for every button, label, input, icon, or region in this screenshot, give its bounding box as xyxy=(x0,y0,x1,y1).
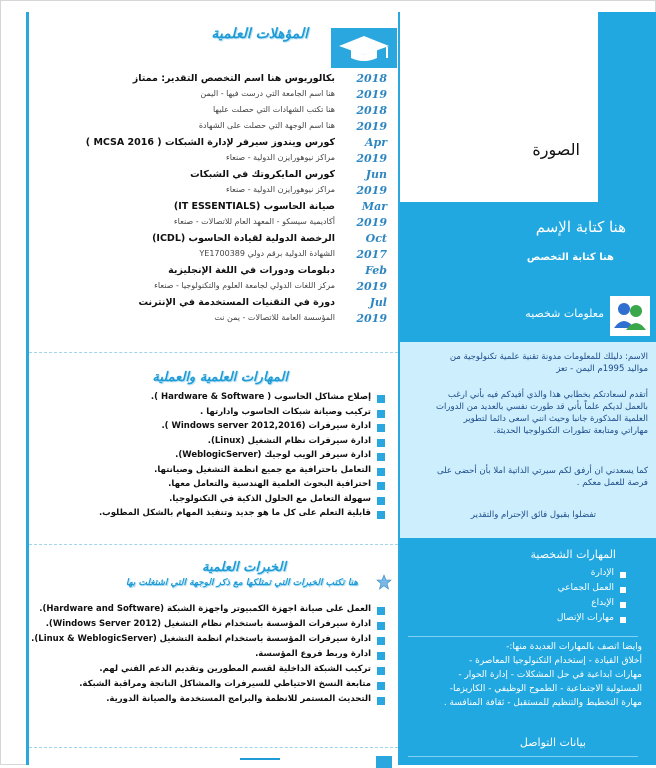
skill-item-text: قابلية التعلم على كل ما هو جديد وتنفيذ المهام بالشكل المطلوب. xyxy=(98,508,371,518)
closing-line: تفضلوا بقبول فائق الإحترام والتقدير xyxy=(470,510,596,520)
qualification-text: هنا تكتب الشهادات التي حصلت عليها xyxy=(212,105,335,114)
qualification-year: 2019 xyxy=(356,120,387,133)
qualification-text: هنا اسم الجامعة التي درست فيها - اليمن xyxy=(200,89,335,98)
experience-item xyxy=(29,679,393,693)
skill-item xyxy=(29,479,393,493)
bio-line: العلمية المذكورة جانبا وحيث انني اسعى دائما لتطوير xyxy=(463,414,648,424)
qualification-year: Mar xyxy=(361,200,387,213)
experience-item xyxy=(29,604,393,618)
qualification-row xyxy=(29,312,393,328)
qualification-year: 2017 xyxy=(356,248,387,261)
extra-skills-line: أخلاق القيادة - إستخدام التكنولوجيا المعاصرة - xyxy=(469,656,642,666)
skill-item xyxy=(29,450,393,464)
bullet-square-icon xyxy=(377,468,385,476)
skill-item xyxy=(29,392,393,406)
qualification-row xyxy=(29,296,393,312)
divider xyxy=(408,756,638,758)
experience-item xyxy=(29,634,393,648)
qualification-year: Oct xyxy=(365,232,387,245)
qualification-row xyxy=(29,168,393,184)
personal-skill-text: مهارات الإتصال xyxy=(556,613,614,623)
qualification-text: دبلومات ودورات في اللغة الإنجليزية xyxy=(168,265,335,276)
qualification-row xyxy=(29,184,393,200)
bullet-square-icon xyxy=(377,682,385,690)
bullet-square-icon xyxy=(377,607,385,615)
qualification-year: 2019 xyxy=(356,280,387,293)
bullet-square-icon xyxy=(377,637,385,645)
qualification-year: 2019 xyxy=(356,216,387,229)
bullet-square-icon xyxy=(377,482,385,490)
skill-item-text: إصلاح مشاكل الحاسوب ( Hardware & Software ). xyxy=(150,392,371,402)
skill-item xyxy=(29,494,393,508)
qualification-year: 2019 xyxy=(356,152,387,165)
qualification-text: مراكز نيوهورايزن الدولية - صنعاء xyxy=(225,185,335,194)
qualification-year: Jun xyxy=(365,168,387,181)
qualification-year: 2019 xyxy=(356,184,387,197)
skill-item-text: التعامل باحترافية مع جميع انظمة التشغيل وصيانتها. xyxy=(154,464,371,475)
experience-item-text: العمل على صيانة اجهزة الكمبيوتر واجهزة الشبكة (Hardware and Software). xyxy=(39,604,371,614)
qualification-row xyxy=(29,280,393,296)
bullet-square-icon xyxy=(377,453,385,461)
experience-item-text: تركيب الشبكة الداخلية لقسم المطورين وتقديم الدعم الفني لهم. xyxy=(99,664,371,674)
qualifications-title: المؤهلات العلمية xyxy=(211,26,308,42)
graduation-cap-icon xyxy=(331,28,397,68)
personal-skill-text: الإدارة xyxy=(590,568,614,578)
personal-info-title: معلومات شخصيه xyxy=(525,307,604,320)
hope-line: فرصة للعمل معكم . xyxy=(576,478,648,488)
skill-item-text: ادارة سيرفرات (Windows server 2012,2016 ). xyxy=(161,421,371,431)
experience-item-text: التحديث المستمر للانظمة والبرامج المستخدمة والصيانة الدورية. xyxy=(106,694,371,704)
skill-item-text: احترافية البحوث العلمية الهندسية والتعامل معها. xyxy=(168,479,371,489)
bullet-square-icon xyxy=(377,652,385,660)
skill-item-text: تركيب وصيانة شبكات الحاسوب وادارتها . xyxy=(200,406,371,417)
qualification-row xyxy=(29,104,393,120)
bullet-square-icon xyxy=(377,697,385,705)
qualification-text: مراكز نيوهورايزن الدولية - صنعاء xyxy=(225,153,335,162)
experience-item-text: ادارة وربط فروع المؤسسة. xyxy=(255,649,371,659)
personal-skill-item xyxy=(466,583,626,597)
qualification-row xyxy=(29,72,393,88)
photo-label: الصورة xyxy=(532,140,580,159)
extra-skills-title: وايضا اتصف بالمهارات العديدة منها:- xyxy=(506,642,642,652)
qualification-year: Jul xyxy=(369,296,387,309)
photo-placeholder xyxy=(400,12,598,202)
experience-item-text: متابعة النسخ الاحتياطي للسيرفرات والمشاكل الناتجة ومراقبة الشبكة. xyxy=(79,679,371,689)
bullet-square-icon xyxy=(620,617,626,623)
personal-skill-item xyxy=(466,613,626,627)
qualification-text: أكاديمية سيسكو - المعهد العام للاتصالات - صنعاء xyxy=(173,217,335,226)
qualification-text: كورس ويندوز سيرفر لإدارة الشبكات ( MCSA 2016 ) xyxy=(85,137,335,148)
qualification-text: دورة في التقنيات المستخدمة في الإنترنت xyxy=(138,297,335,308)
qualification-row xyxy=(29,216,393,232)
star-icon xyxy=(376,574,392,590)
qualification-row xyxy=(29,264,393,280)
experience-item xyxy=(29,664,393,678)
specialty-placeholder: هنا كتابة التخصص xyxy=(526,252,614,263)
personal-skill-text: العمل الجماعي xyxy=(557,583,614,593)
divider xyxy=(29,352,398,353)
bullet-square-icon xyxy=(620,572,626,578)
hope-line: كما يسعدني ان أرفق لكم سيرتي الذاتية املا بأن أحضى على xyxy=(436,466,648,476)
next-section-icon xyxy=(376,756,392,768)
experience-item-text: ادارة سيرفرات المؤسسة باستخدام نظام التشغيل (Windows Server 2012). xyxy=(45,619,371,629)
qualification-row xyxy=(29,152,393,168)
skill-item xyxy=(29,421,393,435)
experience-title: الخبرات العلمية xyxy=(202,560,286,575)
skill-item xyxy=(29,436,393,450)
qualification-text: الرخصة الدولية لقيادة الحاسوب (ICDL) xyxy=(152,233,335,244)
skill-item-text: ادارة سيرفرات نظام التشغيل (Linux). xyxy=(207,435,371,446)
qualification-row xyxy=(29,200,393,216)
qualification-text: صيانة الحاسوب (IT ESSENTIALS) xyxy=(173,201,335,212)
personal-info-box xyxy=(400,342,656,538)
extra-skills-line: مهارة التخطيط والتنظيم للمستقبل - ثقافة المنافسة . xyxy=(443,698,642,708)
experience-item xyxy=(29,649,393,663)
qualification-row xyxy=(29,248,393,264)
qualification-text: المؤسسة العامة للاتصالات - يمن نت xyxy=(214,313,335,322)
skill-item xyxy=(29,407,393,421)
skills-section-title: المهارات العلمية والعملية xyxy=(152,370,288,385)
qualification-row xyxy=(29,120,393,136)
personal-info-line: الاسم: دليلك للمعلومات مدونة تقنية علمية تكنولوجية من xyxy=(449,352,648,362)
bullet-square-icon xyxy=(377,667,385,675)
sidebar xyxy=(400,12,656,765)
personal-skill-item xyxy=(466,568,626,582)
qualification-row xyxy=(29,232,393,248)
extra-skills-line: المسئولية الاجتماعية - الطموح الوظيفي - الكاريزما- xyxy=(449,684,642,694)
qualification-text: كورس المايكروتك في الشبكات xyxy=(190,169,335,180)
bullet-square-icon xyxy=(620,602,626,608)
experience-item xyxy=(29,694,393,708)
users-icon xyxy=(610,296,650,336)
bullet-square-icon xyxy=(377,497,385,505)
personal-info-line: مواليد 1995م اليمن - تعز xyxy=(556,364,648,374)
bullet-square-icon xyxy=(377,424,385,432)
qualification-text: مركز اللغات الدولي لجامعة العلوم والتكنولوجيا - صنعاء xyxy=(154,281,335,290)
divider xyxy=(29,544,398,545)
skill-item xyxy=(29,508,393,522)
qualification-year: Apr xyxy=(364,136,387,149)
skill-item-text: ادارة سيرفر الويب لوجيك (WeblogicServer). xyxy=(175,450,371,460)
bullet-square-icon xyxy=(377,622,385,630)
personal-skills-title: المهارات الشخصية xyxy=(530,548,616,561)
qualification-year: 2018 xyxy=(356,72,387,85)
personal-skill-text: الإبداع xyxy=(591,598,614,608)
bullet-square-icon xyxy=(377,410,385,418)
bio-line: أتقدم لسعادتكم بخطابي هذا والذي أفيدكم فيه بأني ارغب xyxy=(447,390,648,400)
qualification-year: Feb xyxy=(365,264,387,277)
experience-item-text: ادارة سيرفرات المؤسسة باستخدام انظمة التشغيل (Linux & WeblogicServer). xyxy=(31,634,371,644)
qualification-year: 2019 xyxy=(356,312,387,325)
divider xyxy=(29,747,398,748)
qualification-text: الشهادة الدولية برقم دولي YE1700389 xyxy=(199,249,335,258)
skill-item xyxy=(29,465,393,479)
name-placeholder: هنا كتابة الإسم xyxy=(535,218,626,236)
qualification-year: 2019 xyxy=(356,88,387,101)
qualification-text: هنا اسم الوجهة التي حصلت على الشهادة xyxy=(198,121,335,130)
qualification-row xyxy=(29,88,393,104)
divider xyxy=(408,636,638,638)
bio-line: بالعمل لديكم علماً بأني قد طورت نفسي بالعديد من الدورات xyxy=(436,402,648,412)
qualification-year: 2018 xyxy=(356,104,387,117)
skill-item-text: سهولة التعامل مع الحلول الذكية في التكنولوجيا. xyxy=(169,493,371,504)
qualification-row xyxy=(29,136,393,152)
experience-subtitle: هنا تكتب الخبرات التي تمتلكها مع ذكر الوجهة التي اشتغلت بها xyxy=(125,578,358,588)
extra-skills-line: مهارات ابداعية في حل المشكلات - إدارة الحوار - xyxy=(458,670,642,680)
bullet-square-icon xyxy=(620,587,626,593)
qualification-text: بكالوريوس هنا اسم التخصص التقدير: ممتاز xyxy=(132,73,335,84)
contact-title: بيانات التواصل xyxy=(519,736,586,749)
bio-line: مهاراتي ومتابعة تطورات التكنولوجيا الحديثة. xyxy=(493,426,648,436)
bullet-square-icon xyxy=(377,511,385,519)
personal-skill-item xyxy=(466,598,626,612)
bullet-square-icon xyxy=(377,439,385,447)
experience-item xyxy=(29,619,393,633)
bullet-square-icon xyxy=(377,395,385,403)
main-column xyxy=(26,12,400,765)
next-section-title-fragment xyxy=(240,758,280,768)
